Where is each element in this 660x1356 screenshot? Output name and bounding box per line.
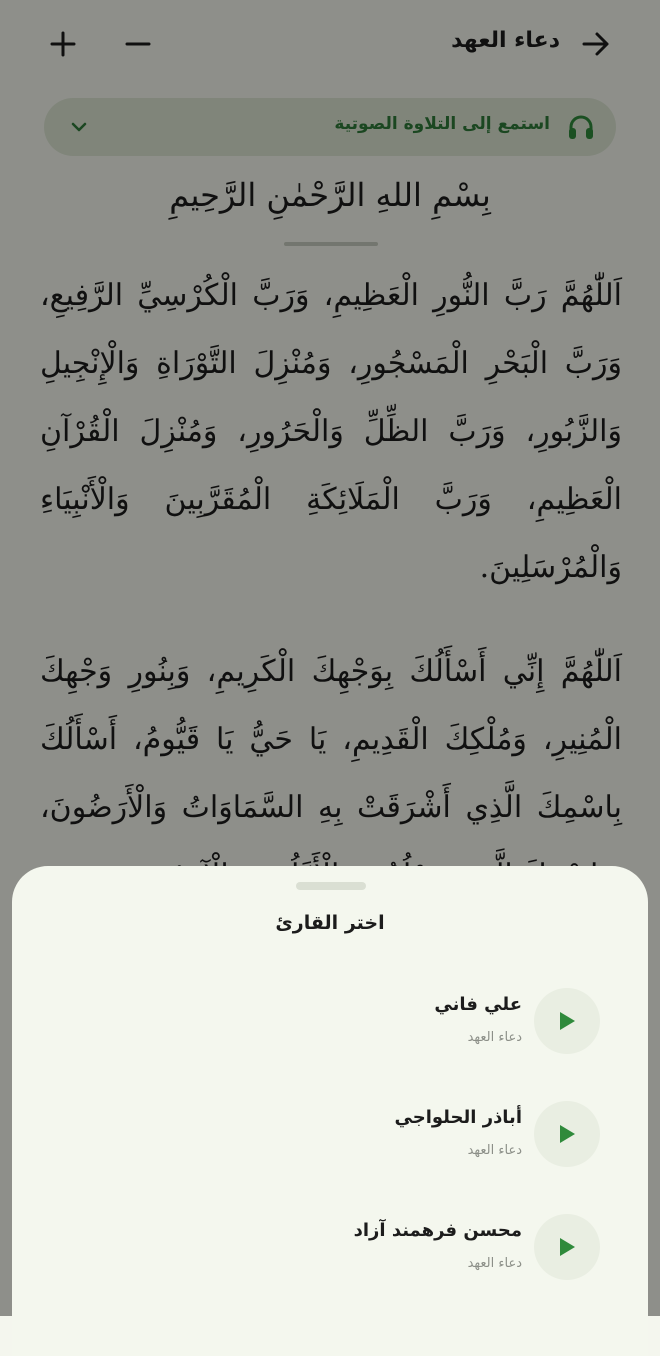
play-icon: [558, 1124, 576, 1144]
reciter-item[interactable]: [12, 1210, 648, 1300]
reciter-subtitle: دعاء العهد: [467, 1143, 522, 1158]
reciter-name: أباذر الحلواجي: [394, 1107, 522, 1128]
reciter-name: محسن فرهمند آزاد: [353, 1220, 522, 1241]
prayer-paragraph: اَللّٰهُمَّ إِنِّي أَسْأَلُكَ بِوَجْهِكَ الْكَرِيمِ، وَبِنُورِ وَجْهِكَ الْمُنِيرِ، وَمُلْكِكَ الْقَدِيمِ، يَا حَيُّ يَا قَيُّومُ، أَسْأَلُكَ بِاسْمِكَ الَّذِي أَشْرَقَتْ بِهِ السَّمَاوَاتُ وَالْأَرَضُونَ،: [40, 654, 622, 825]
reciter-subtitle: دعاء العهد: [467, 1256, 522, 1271]
audio-label: استمع إلى التلاوة الصوتية: [334, 114, 550, 134]
play-icon: [558, 1237, 576, 1257]
sheet-title: اختر القارئ: [275, 912, 385, 934]
reciter-item[interactable]: [12, 1097, 648, 1187]
basmala: بِسْمِ اللهِ الرَّحْمٰنِ الرَّحِيمِ: [169, 176, 491, 214]
drag-handle[interactable]: [296, 882, 366, 890]
reciter-item[interactable]: [12, 984, 648, 1074]
play-button[interactable]: [534, 988, 600, 1054]
play-icon: [558, 1011, 576, 1031]
reciter-bottom-sheet: [12, 866, 648, 1356]
reciter-subtitle: دعاء العهد: [467, 1030, 522, 1045]
page-title: دعاء العهد: [451, 28, 560, 53]
prayer-paragraph: اَللّٰهُمَّ رَبَّ النُّورِ الْعَظِيمِ، وَرَبَّ الْكُرْسِيِّ الرَّفِيعِ، وَرَبَّ الْبَحْرِ الْمَسْجُورِ، وَمُنْزِلَ التَّوْرَاةِ وَالْإِنْجِيلِ وَالزَّبُورِ، وَرَبَّ الظِّلِّ وَالْحَرُورِ، وَمُنْزِلَ الْقُرْآنِ الْعَظِيمِ، وَرَبَّ الْمَلَائِكَةِ الْمُقَرَّبِينَ وَالْأَنْبِيَاءِ وَالْمُرْسَلِينَ.: [40, 278, 622, 585]
reciter-name: علي فاني: [434, 994, 522, 1015]
play-button[interactable]: [534, 1101, 600, 1167]
play-button[interactable]: [534, 1214, 600, 1280]
